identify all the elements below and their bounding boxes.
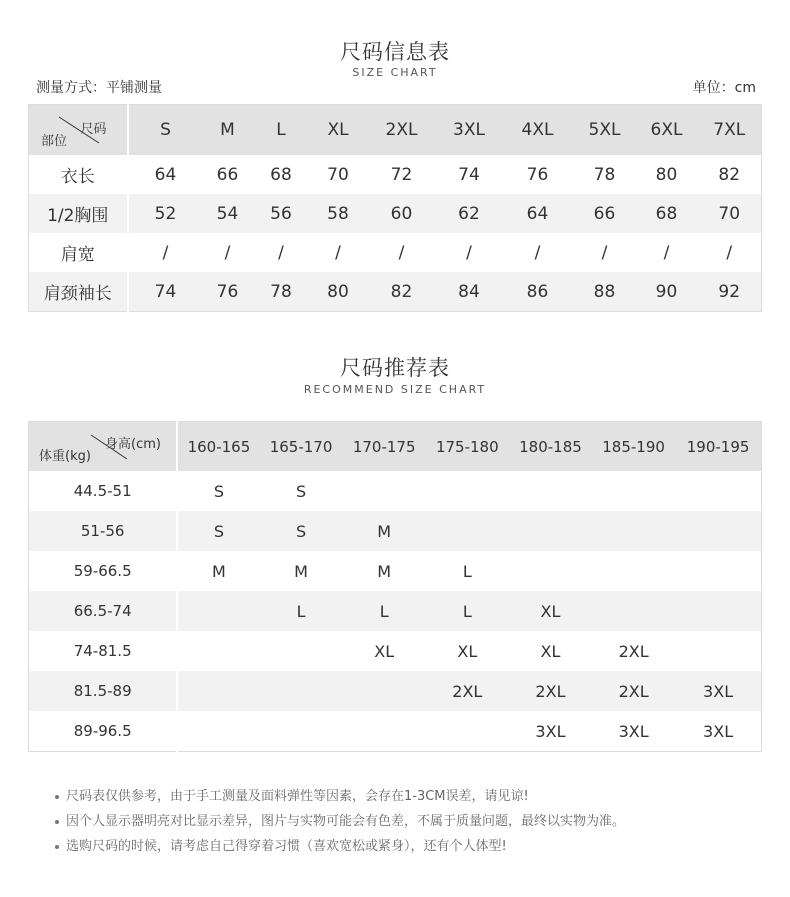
table-cell: 76 <box>203 272 253 312</box>
table-cell: 3XL <box>675 671 761 711</box>
table-row <box>29 671 762 711</box>
table-cell: 2XL <box>592 671 675 711</box>
table-cell: 58 <box>310 194 367 233</box>
table-cell: 60 <box>367 194 437 233</box>
note-text: 因个人显示器明亮对比显示差异，图片与实物可能会有色差，不属于质量问题，最终以实物为准。 <box>66 814 626 829</box>
table-cell <box>592 551 675 591</box>
table-cell: 66 <box>574 194 636 233</box>
size-chart-table <box>28 104 762 312</box>
table-cell: / <box>601 242 608 263</box>
table-cell: 78 <box>593 164 616 185</box>
table-cell <box>177 591 259 631</box>
table-cell: S <box>295 481 307 501</box>
table-cell: L <box>259 591 342 631</box>
table-cell <box>509 511 592 551</box>
table-cell <box>343 711 426 752</box>
table-cell: / <box>726 242 733 263</box>
table-row <box>29 551 762 591</box>
table-row <box>29 511 762 551</box>
height-header: 170-175 <box>343 422 426 472</box>
table-cell <box>509 471 592 511</box>
weight-label: 59-66.5 <box>29 551 178 591</box>
table-cell <box>343 671 426 711</box>
table-cell: M <box>377 561 392 581</box>
table-cell: 74 <box>458 164 480 185</box>
table-cell: 88 <box>574 272 636 312</box>
table-row <box>29 631 762 671</box>
table-row <box>29 591 762 631</box>
height-header: 165-170 <box>259 422 342 472</box>
table-cell: / <box>224 242 231 263</box>
table-cell <box>675 551 761 591</box>
table-cell: 2XL <box>509 671 592 711</box>
table-cell: 2XL <box>618 641 649 661</box>
table-cell: / <box>162 242 169 263</box>
weight-label: 81.5-89 <box>29 671 178 711</box>
table-cell <box>177 671 259 711</box>
recommend-chart-title: 尺码推荐表 <box>340 356 450 380</box>
table-cell: XL <box>509 591 592 631</box>
size-chart-corner-cell <box>29 105 128 156</box>
size-header: XL <box>310 105 367 156</box>
table-cell: 86 <box>502 272 574 312</box>
height-header: 160-165 <box>177 422 259 472</box>
bullet-icon <box>55 795 59 799</box>
weight-label: 44.5-51 <box>29 471 178 511</box>
table-row <box>29 155 762 194</box>
height-header: 185-190 <box>592 422 675 472</box>
table-cell: / <box>278 242 284 263</box>
corner-size-label: 尺码 <box>80 122 107 137</box>
table-cell: / <box>663 242 670 263</box>
size-header: 5XL <box>574 105 636 156</box>
table-cell: L <box>426 591 509 631</box>
height-header: 180-185 <box>509 422 592 472</box>
table-cell: 90 <box>636 272 698 312</box>
size-chart-title: 尺码信息表 <box>340 40 450 64</box>
size-header: 3XL <box>437 105 502 156</box>
size-chart-subtitle: SIZE CHART <box>352 66 438 79</box>
table-cell: 66 <box>216 164 239 185</box>
note-item <box>55 811 625 836</box>
table-cell: 52 <box>128 194 203 233</box>
row-label: 肩宽 <box>29 233 128 272</box>
table-cell <box>259 671 342 711</box>
table-cell: / <box>466 242 472 263</box>
unit-label: 单位：cm <box>692 80 756 96</box>
corner-weight-label: 体重(kg) <box>39 449 91 464</box>
table-cell: 68 <box>270 164 292 185</box>
table-row <box>29 711 762 752</box>
row-label: 衣长 <box>29 155 128 194</box>
size-header: 7XL <box>698 105 762 156</box>
corner-height-label: 身高(cm) <box>105 437 161 452</box>
table-cell: M <box>212 561 226 581</box>
table-cell: M <box>294 561 308 581</box>
corner-part-label: 部位 <box>41 134 68 149</box>
weight-label: 66.5-74 <box>29 591 178 631</box>
bullet-icon <box>55 845 59 849</box>
bullet-icon <box>55 820 59 824</box>
measure-method: 测量方式：平铺测量 <box>36 80 162 96</box>
recommend-table <box>28 421 762 752</box>
table-cell: 82 <box>718 164 741 185</box>
table-cell: / <box>335 242 341 263</box>
size-header: M <box>203 105 253 156</box>
table-cell <box>343 471 426 511</box>
table-cell <box>592 591 675 631</box>
height-header: 190-195 <box>675 422 761 472</box>
table-cell: 68 <box>636 194 698 233</box>
table-row <box>29 233 762 272</box>
table-cell: 64 <box>154 164 177 185</box>
table-cell: S <box>213 481 224 501</box>
table-cell <box>675 511 761 551</box>
table-cell: 3XL <box>703 721 734 741</box>
table-cell <box>675 471 761 511</box>
table-cell <box>592 471 675 511</box>
size-header: 6XL <box>636 105 698 156</box>
table-cell <box>177 711 259 752</box>
table-cell: 2XL <box>426 671 509 711</box>
note-item <box>55 836 625 861</box>
notes-list <box>55 786 625 861</box>
table-cell: 70 <box>327 164 349 185</box>
table-cell <box>259 631 342 671</box>
table-cell: 82 <box>367 272 437 312</box>
table-cell: L <box>462 561 472 581</box>
table-cell: 78 <box>253 272 310 312</box>
table-cell: 72 <box>390 164 413 185</box>
table-cell: 3XL <box>618 721 649 741</box>
table-cell: / <box>534 242 541 263</box>
table-cell: XL <box>457 641 478 661</box>
size-chart-header-row <box>29 105 762 156</box>
table-cell: 64 <box>502 194 574 233</box>
table-cell: 70 <box>698 194 762 233</box>
table-cell: S <box>177 511 259 551</box>
weight-label: 51-56 <box>29 511 178 551</box>
table-cell: 76 <box>526 164 549 185</box>
table-cell: S <box>259 511 342 551</box>
table-cell: L <box>343 591 426 631</box>
table-cell <box>426 711 509 752</box>
size-header: 4XL <box>502 105 574 156</box>
table-cell <box>177 631 259 671</box>
recommend-chart-subtitle: RECOMMEND SIZE CHART <box>303 383 487 396</box>
note-text: 尺码表仅供参考，由于手工测量及面料弹性等因素，会存在1-3CM误差，请见谅! <box>66 789 529 804</box>
table-cell: 80 <box>310 272 367 312</box>
size-header: L <box>253 105 310 156</box>
table-row <box>29 471 762 511</box>
weight-label: 74-81.5 <box>29 631 178 671</box>
table-cell <box>426 471 509 511</box>
note-text: 选购尺码的时候，请考虑自己得穿着习惯（喜欢宽松或紧身），还有个人体型! <box>66 839 507 854</box>
table-row <box>29 194 762 233</box>
table-cell: / <box>398 242 405 263</box>
table-cell: 92 <box>698 272 762 312</box>
note-item <box>55 786 625 811</box>
table-cell <box>426 511 509 551</box>
row-label: 肩颈袖长 <box>29 272 128 312</box>
table-cell: XL <box>540 641 561 661</box>
table-cell: 3XL <box>535 721 566 741</box>
row-label: 1/2胸围 <box>29 194 128 233</box>
table-cell: 74 <box>128 272 203 312</box>
size-header: 2XL <box>367 105 437 156</box>
table-cell: 56 <box>253 194 310 233</box>
table-cell <box>259 711 342 752</box>
table-row <box>29 272 762 312</box>
table-cell <box>592 511 675 551</box>
table-cell: XL <box>374 641 395 661</box>
size-header: S <box>128 105 203 156</box>
recommend-corner-cell <box>29 422 178 472</box>
table-cell: 54 <box>203 194 253 233</box>
table-cell: 84 <box>437 272 502 312</box>
recommend-header-row <box>29 422 762 472</box>
table-cell: M <box>343 511 426 551</box>
table-cell <box>509 551 592 591</box>
weight-label: 89-96.5 <box>29 711 178 752</box>
table-cell: 80 <box>655 164 678 185</box>
height-header: 175-180 <box>426 422 509 472</box>
table-cell <box>675 631 761 671</box>
table-cell: 62 <box>437 194 502 233</box>
table-cell <box>675 591 761 631</box>
